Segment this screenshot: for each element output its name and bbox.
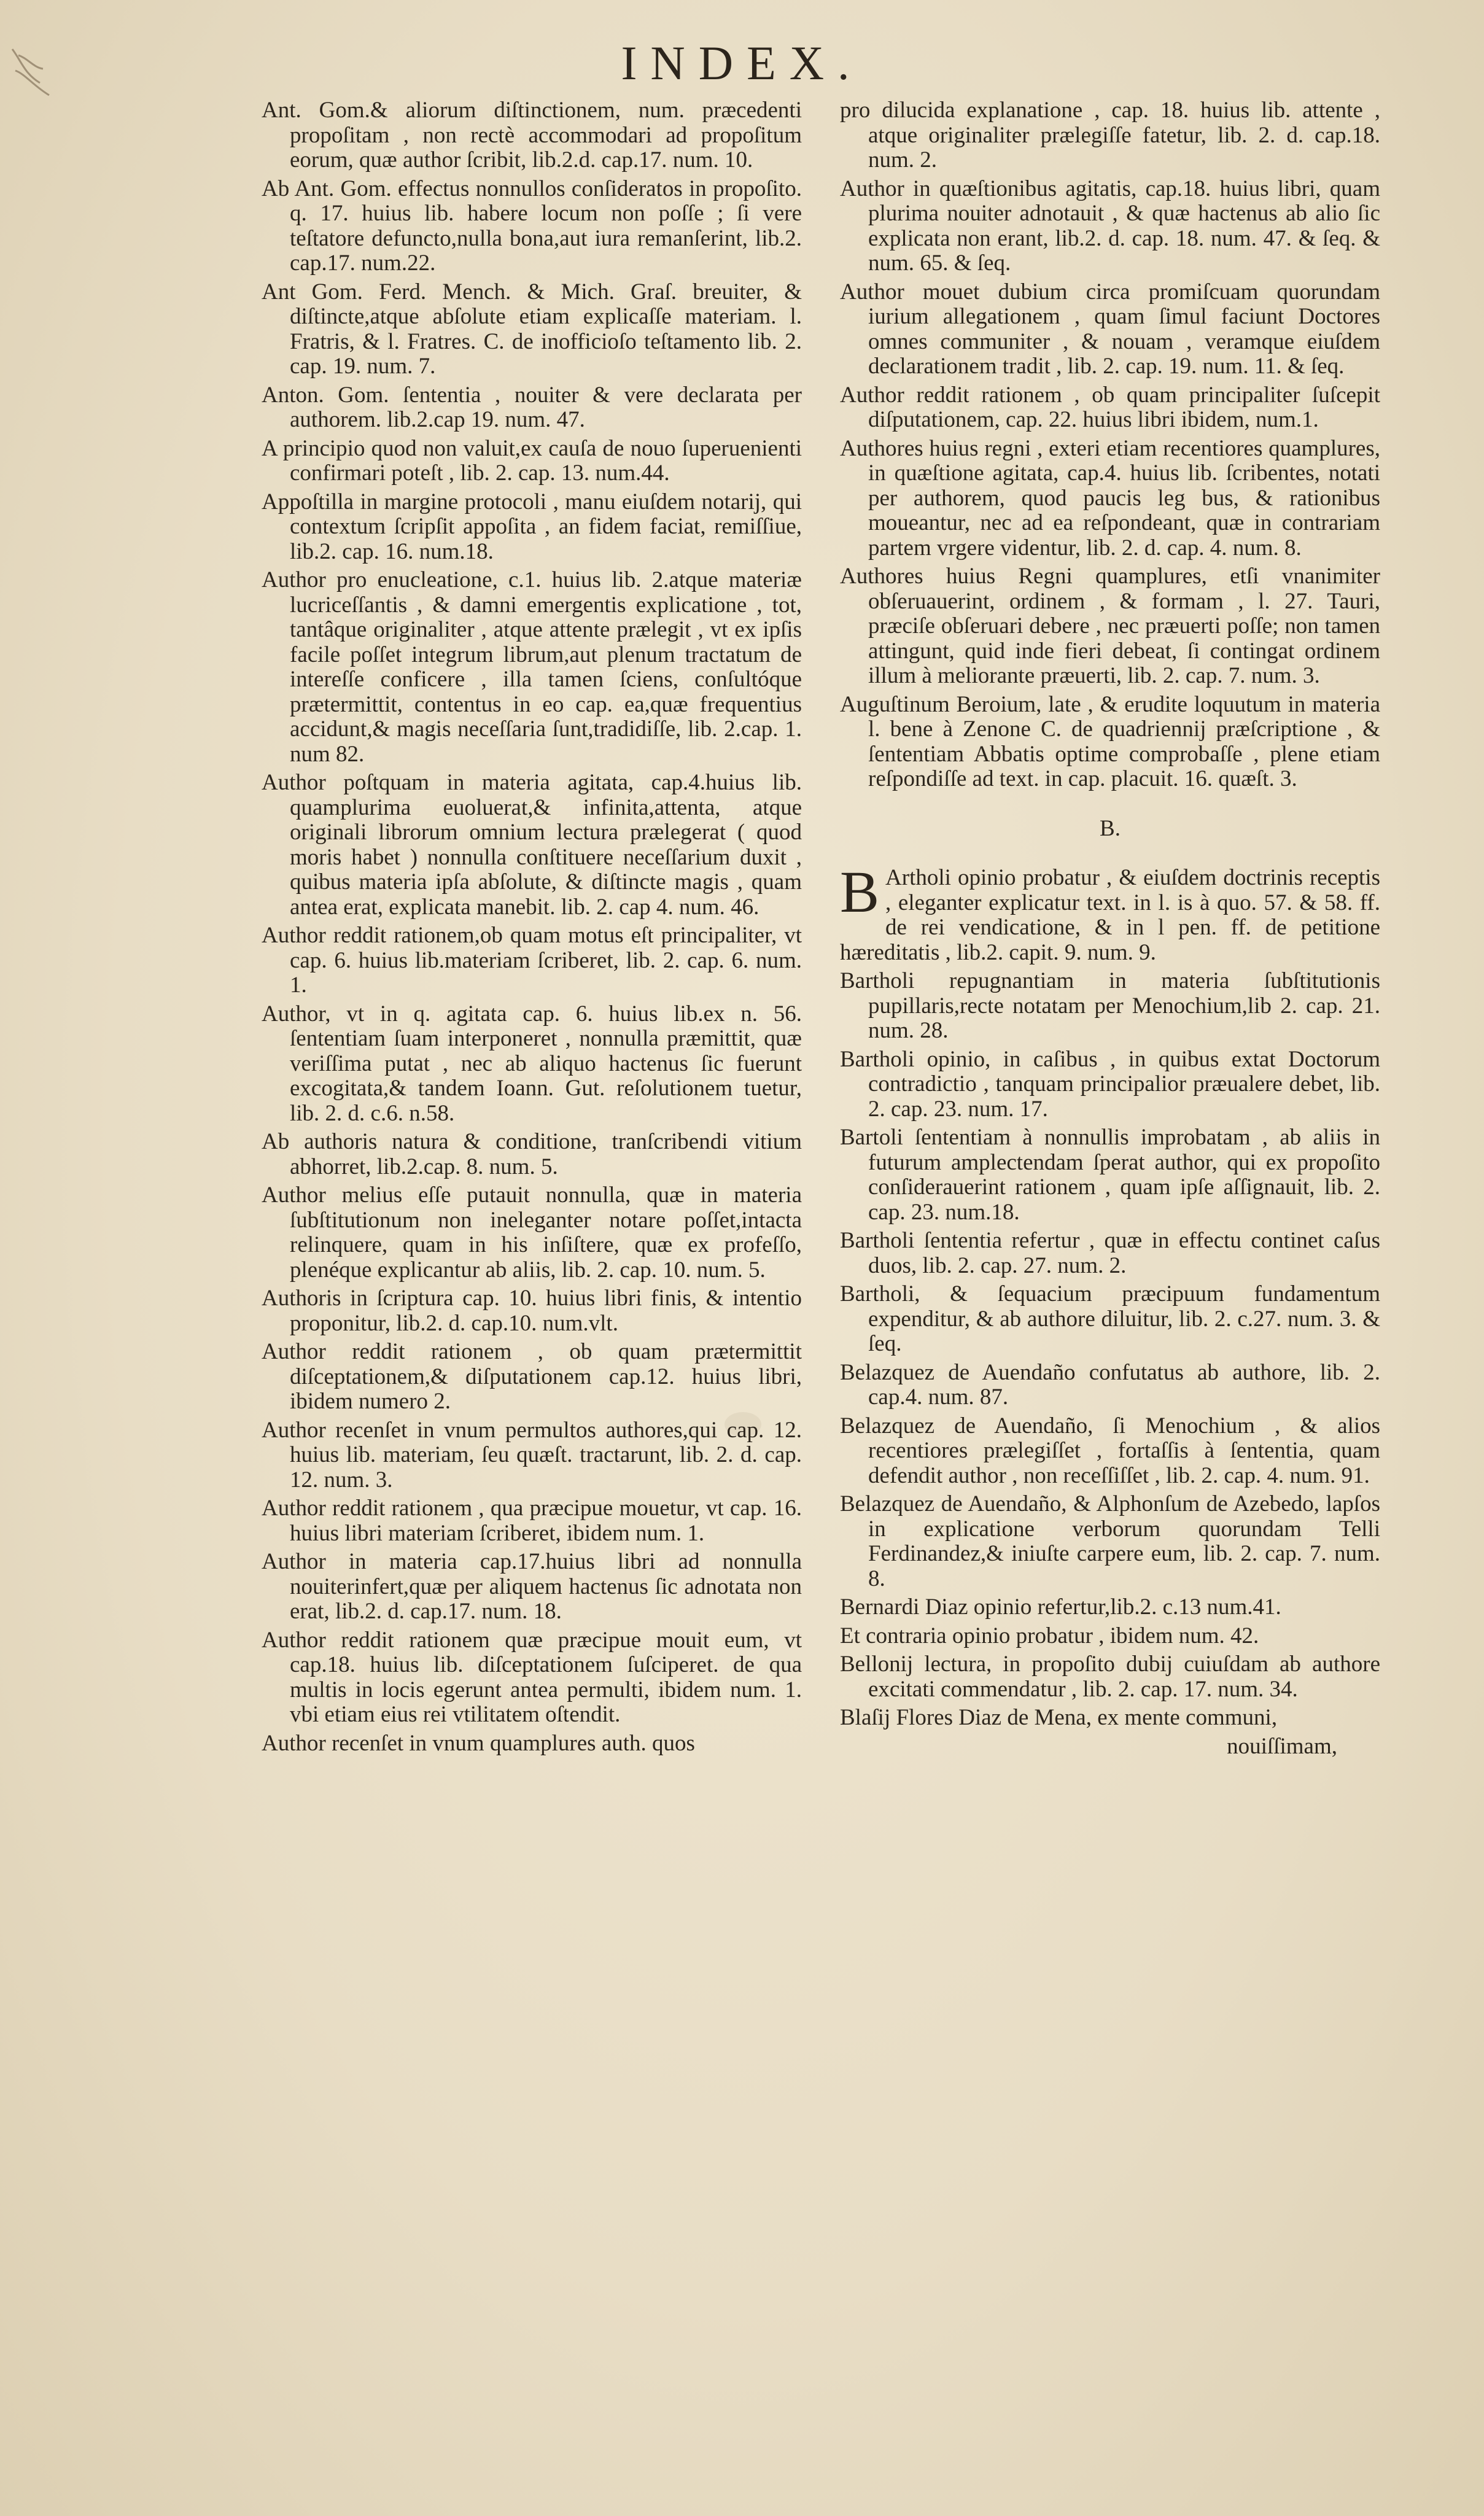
index-entry: Author in quæſtionibus agitatis, cap.18. huius libri, quam plurima nouiter adnotauit , & quæ hactenus ab alio ſic explicata non erant, lib.2. d. cap. 18. num. 47. & ſeq. & num. 65. & ſeq. — [840, 176, 1380, 276]
index-entry: Belazquez de Auendaño confutatus ab authore, lib. 2. cap.4. num. 87. — [840, 1359, 1380, 1410]
index-entry: Authoris in ſcriptura cap. 10. huius libri finis, & intentio proponitur, lib.2. d. cap.10. num.vlt. — [262, 1286, 802, 1336]
index-entry: Bellonij lectura, in propoſito dubij cuiuſdam ab authore excitati commendatur , lib. 2. cap. 17. num. 34. — [840, 1652, 1380, 1702]
index-entry: Author poſtquam in materia agitata, cap.4.huius lib. quamplurima euoluerat,& infinita,attenta, atque originali librorum omnium lectura prælegerat ( quod moris habet ) nonnulla conſtituere neceſſarium duxit , quibus materia ipſa abſolute, & diſtincte magis , quam antea erat, explicata manebit. lib. 2. cap 4. num. 46. — [262, 770, 802, 920]
index-entry: Appoſtilla in margine protocoli , manu eiuſdem notarij, qui contextum ſcripſit appoſita , an fidem faciat, remiſſiue, lib.2. cap. 16. num.18. — [262, 489, 802, 564]
entries-letter-a-continued — [840, 98, 1380, 792]
index-entry: Auguſtinum Beroium, late , & erudite loquutum in materia l. bene à Zenone C. de quadriennij præſcriptione , & ſententiam Abbatis optime comprobaſſe , plene etiam reſpondiſſe ad text. in cap. placuit. 16. quæſt. 3. — [840, 691, 1380, 791]
index-entry: Author reddit rationem , ob quam principaliter ſuſcepit diſputationem, cap. 22. huius libri ibidem, num.1. — [840, 382, 1380, 432]
index-entry: Bernardi Diaz opinio refertur,lib.2. c.13 num.41. — [840, 1594, 1281, 1620]
index-entry: Ab authoris natura & conditione, tranſcribendi vitium abhorret, lib.2.cap. 8. num. 5. — [262, 1129, 802, 1179]
entries-letter-b — [840, 969, 1380, 1731]
index-entry: Author melius eſſe putauit nonnulla, quæ in materia ſubſtitutionum non ineleganter notare poſſet,intacta relinquere, quam in his inſiſtere, quæ ex profeſſo, plenéque explicantur ab aliis, lib. 2. cap. 10. num. 5. — [262, 1182, 802, 1283]
index-entry: Bartholi opinio, in caſibus , in quibus extat Doctorum contradictio , tanquam principalior præualere debet, lib. 2. cap. 23. num. 17. — [840, 1046, 1380, 1122]
section-heading-b: B. — [1100, 815, 1121, 841]
index-entry: Belazquez de Auendaño, ſi Menochium , & alios recentiores prælegiſſet , fortaſſis à ſententia, quam defendit author , non receſſiſſet , lib. 2. cap. 4. num. 91. — [840, 1413, 1380, 1488]
index-entry: Author reddit rationem , qua præcipue mouetur, vt cap. 16. huius libri materiam ſcriberet, ibidem num. 1. — [262, 1496, 802, 1546]
page-title: INDEX. — [621, 36, 863, 90]
index-entry: Anton. Gom. ſententia , nouiter & vere declarata per authorem. lib.2.cap 19. num. 47. — [262, 382, 802, 432]
index-entry: Author recenſet in vnum quamplures auth. quos — [262, 1730, 695, 1756]
first-entry-b — [840, 859, 1380, 965]
index-column-left — [262, 98, 802, 1760]
index-entry: Et contraria opinio probatur , ibidem num. 42. — [840, 1623, 1259, 1648]
index-column-right — [840, 98, 1380, 1759]
index-entry: Authores huius regni , exteri etiam recentiores quamplures, in quæſtione agitata, cap.4. huius lib. ſcribentes, notati per authorem, quod paucis leg bus, & rationibus moueantur, nec ad ea reſpondeant, quæ in contrariam partem vrgere videntur, lib. 2. d. cap. 4. num. 8. — [840, 435, 1380, 561]
index-entry: Bartoli ſententiam à nonnullis improbatam , ab aliis in futurum amplectendam ſperat author, qui ex propoſito conſiderauerint rationem , quam ipſe aſſignauit, lib. 2. cap. 23. num.18. — [840, 1125, 1380, 1225]
first-entry-text: Artholi opinio probatur , & eiuſdem doctrinis receptis , eleganter explicatur text. in l. is à quo. 57. & 58. ff. de rei vendicatione, & in l pen. ff. de petitione hæreditatis , lib.2. capit. 9. num. 9. — [840, 865, 1380, 965]
index-entry: Author pro enucleatione, c.1. huius lib. 2.atque materiæ lucriceſſantis , & damni emergentis explicatione , tot, tantâque originaliter , atque attente prælegit , vt ex ipſis facile poſſet integrum librum,aut plenum tractatum de intereſſe conficere , illa tamen ſciens, conſultóque prætermittit, contentus in eo cap. ea,quæ frequentius accidunt,& magis neceſſaria ſunt,tradidiſſe, lib. 2.cap. 1. num 82. — [262, 567, 802, 767]
index-entry: Author in materia cap.17.huius libri ad nonnulla nouiterinfert,quæ per aliquem hactenus ſic adnotata non erat, lib.2. d. cap.17. num. 18. — [262, 1549, 802, 1624]
index-entry: Belazquez de Auendaño, & Alphonſum de Azebedo, lapſos in explicatione verborum quorundam Telli Ferdinandez,& iniuſte carpere eum, lib. 2. cap. 7. num. 8. — [840, 1491, 1380, 1591]
index-entry: Author reddit rationem , ob quam prætermittit diſceptationem,& diſputationem cap.12. huius libri, ibidem numero 2. — [262, 1339, 802, 1414]
index-entry: Blaſij Flores Diaz de Mena, ex mente communi, — [840, 1705, 1278, 1730]
index-entry: Author reddit rationem quæ præcipue mouit eum, vt cap.18. huius lib. diſceptationem ſuſciperet. de qua multis in locis egerunt antea permulti, ibidem num. 1. vbi etiam eius rei vtilitatem oſtendit. — [262, 1627, 802, 1727]
index-entry: Author reddit rationem,ob quam motus eſt principaliter, vt cap. 6. huius lib.materiam ſcriberet, lib. 2. cap. 6. num. 1. — [262, 923, 802, 998]
index-entry: Author recenſet in vnum permultos authores,qui cap. 12. huius lib. materiam, ſeu quæſt. tractarunt, lib. 2. d. cap. 12. num. 3. — [262, 1417, 802, 1493]
catchword: nouiſſimam, — [1227, 1733, 1337, 1759]
drop-cap: B — [840, 859, 880, 925]
index-entry: Author mouet dubium circa promiſcuam quorundam iurium allegationem , quam ſimul faciunt Doctores omnes communiter , & nouam , veramque eiuſdem declarationem tradit , lib. 2. cap. 19. num. 11. & ſeq. — [840, 279, 1380, 379]
index-entry: Bartholi ſententia refertur , quæ in effectu continet caſus duos, lib. 2. cap. 27. num. 2. — [840, 1228, 1380, 1278]
index-entry: Author, vt in q. agitata cap. 6. huius lib.ex n. 56. ſententiam ſuam interponeret , nonnulla præmittit, quæ veriſſima putat , nec ab aliquo hactenus ſic fuerunt excogitata,& tandem Ioann. Gut. reſolutionem tuetur, lib. 2. d. c.6. n.58. — [262, 1001, 802, 1126]
index-entry: Ab Ant. Gom. effectus nonnullos conſideratos in propoſito. q. 17. huius lib. habere locum non poſſe ; ſi vere teſtatore defuncto,nulla bona,aut iura remanſerint, lib.2. cap.17. num.22. — [262, 176, 802, 276]
index-entry: A principio quod non valuit,ex cauſa de nouo ſuperuenienti confirmari poteſt , lib. 2. cap. 13. num.44. — [262, 435, 802, 486]
index-entry: Authores huius Regni quamplures, etſi vnanimiter obſeruauerint, ordinem , & formam , l. 27. Tauri, præciſe obſeruari debere , nec præuerti poſſe; non tamen attingunt, quid inde fieri debeat, ſi contingat ordinem illum à meliorante præuerti, lib. 2. cap. 7. num. 3. — [840, 564, 1380, 688]
index-entry: Bartholi repugnantiam in materia ſubſtitutionis pupillaris,recte notatam per Menochium,lib 2. cap. 21. num. 28. — [840, 968, 1380, 1043]
index-entry: Ant Gom. Ferd. Mench. & Mich. Graſ. breuiter, & diſtincte,atque abſolute etiam explicaſſe materiam. l. Fratris, & l. Fratres. C. de inofficioſo teſtamento lib. 2. cap. 19. num. 7. — [262, 279, 802, 379]
index-entry: Bartholi, & ſequacium præcipuum fundamentum expenditur, & ab authore diluitur, lib. 2. c.27. num. 3. & ſeq. — [840, 1281, 1380, 1356]
index-entry: pro dilucida explanatione , cap. 18. huius lib. attente , atque originaliter prælegiſſe fatetur, lib. 2. d. cap.18. num. 2. — [840, 98, 1380, 173]
index-entry: Ant. Gom.& aliorum diſtinctionem, num. præcedenti propoſitam , non rectè accommodari ad propoſitum eorum, quæ author ſcribit, lib.2.d. cap.17. num. 10. — [262, 98, 802, 173]
